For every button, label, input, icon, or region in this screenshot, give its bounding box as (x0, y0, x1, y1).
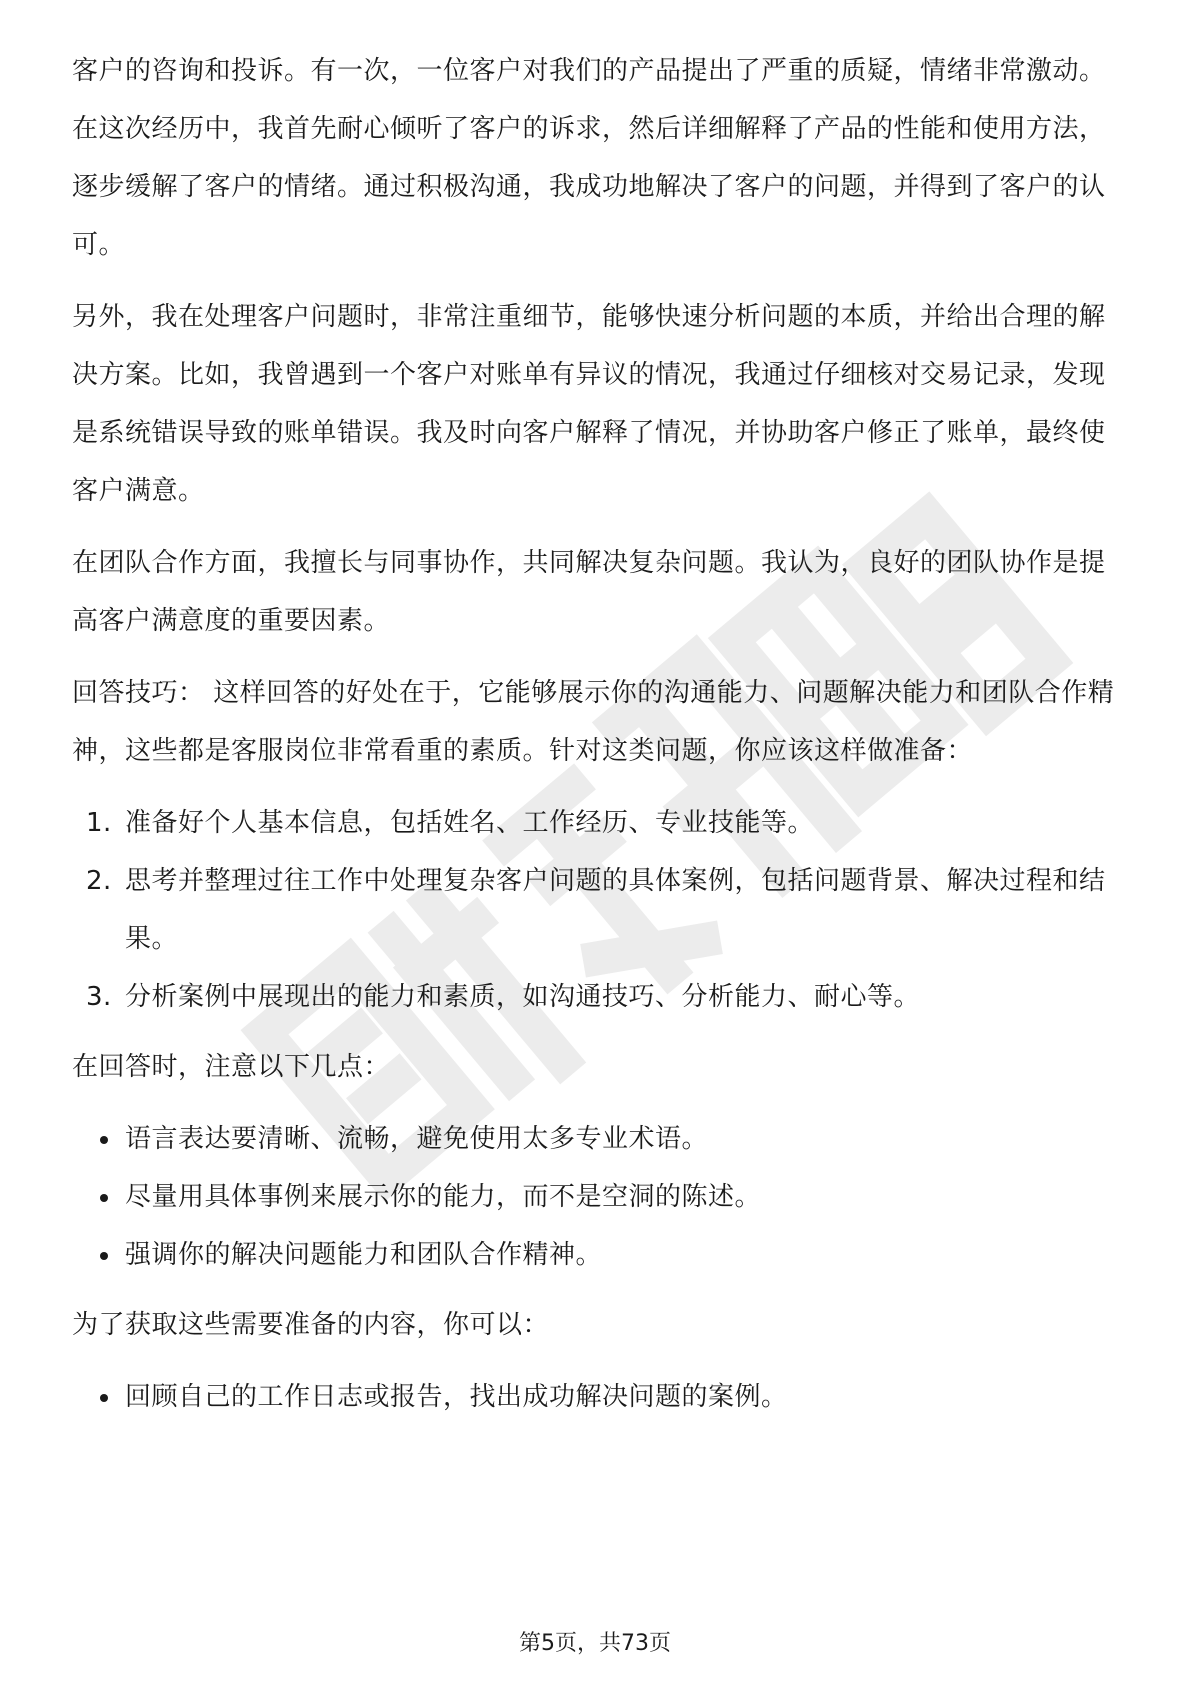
prep-list (72, 1368, 1122, 1426)
list-item-text: 语言表达要清晰、流畅，避免使用太多专业术语。 (125, 1124, 709, 1154)
notes-list (72, 1110, 1122, 1284)
list-item-text: 分析案例中展现出的能力和素质，如沟通技巧、分析能力、耐心等。 (125, 982, 921, 1012)
list-number: 3. (86, 982, 112, 1012)
paragraph-customer-complaint: 客户的咨询和投诉。有一次，一位客户对我们的产品提出了严重的质疑，情绪非常激动。在这次经历中，我首先耐心倾听了客户的诉求，然后详细解释了产品的性能和使用方法，逐步缓解了客户的情绪。通过积极沟通，我成功地解决了客户的问题，并得到了客户的认可。 (72, 56, 1106, 260)
list-item (72, 968, 1122, 1026)
list-item (72, 794, 1122, 852)
paragraph-detail-handling: 另外，我在处理客户问题时，非常注重细节，能够快速分析问题的本质，并给出合理的解决方案。比如，我曾遇到一个客户对账单有异议的情况，我通过仔细核对交易记录，发现是系统错误导致的账单错误。我及时向客户解释了情况，并协助客户修正了账单，最终使客户满意。 (72, 302, 1106, 506)
list-item (72, 1368, 1122, 1426)
list-item-text: 准备好个人基本信息，包括姓名、工作经历、专业技能等。 (125, 808, 815, 838)
list-item-text: 尽量用具体事例来展示你的能力，而不是空洞的陈述。 (125, 1182, 762, 1212)
list-item (72, 1168, 1122, 1226)
paragraph-answer-tips: 回答技巧： 这样回答的好处在于，它能够展示你的沟通能力、问题解决能力和团队合作精神，这些都是客服岗位非常看重的素质。针对这类问题，你应该这样做准备： (72, 678, 1115, 766)
list-item (72, 1110, 1122, 1168)
list-item-text: 思考并整理过往工作中处理复杂客户问题的具体案例，包括问题背景、解决过程和结果。 (125, 866, 1106, 954)
list-item (72, 852, 1122, 968)
paragraph-notes-intro: 在回答时，注意以下几点： (72, 1052, 391, 1082)
paragraph-prep-intro: 为了获取这些需要准备的内容，你可以： (72, 1310, 550, 1340)
paragraph-teamwork: 在团队合作方面，我擅长与同事协作，共同解决复杂问题。我认为，良好的团队协作是提高客户满意度的重要因素。 (72, 548, 1106, 636)
list-number: 2. (86, 866, 112, 896)
document-body (72, 42, 1122, 1438)
bullet-icon (100, 1136, 108, 1144)
preparation-steps-list (72, 794, 1122, 1026)
list-item-text: 强调你的解决问题能力和团队合作精神。 (125, 1240, 603, 1270)
list-item (72, 1226, 1122, 1284)
page-number-footer: 第5页，共73页 (519, 1631, 671, 1656)
list-number: 1. (86, 808, 112, 838)
list-item-text: 回顾自己的工作日志或报告，找出成功解决问题的案例。 (125, 1382, 788, 1412)
bullet-icon (100, 1394, 108, 1402)
bullet-icon (100, 1194, 108, 1202)
bullet-icon (100, 1252, 108, 1260)
